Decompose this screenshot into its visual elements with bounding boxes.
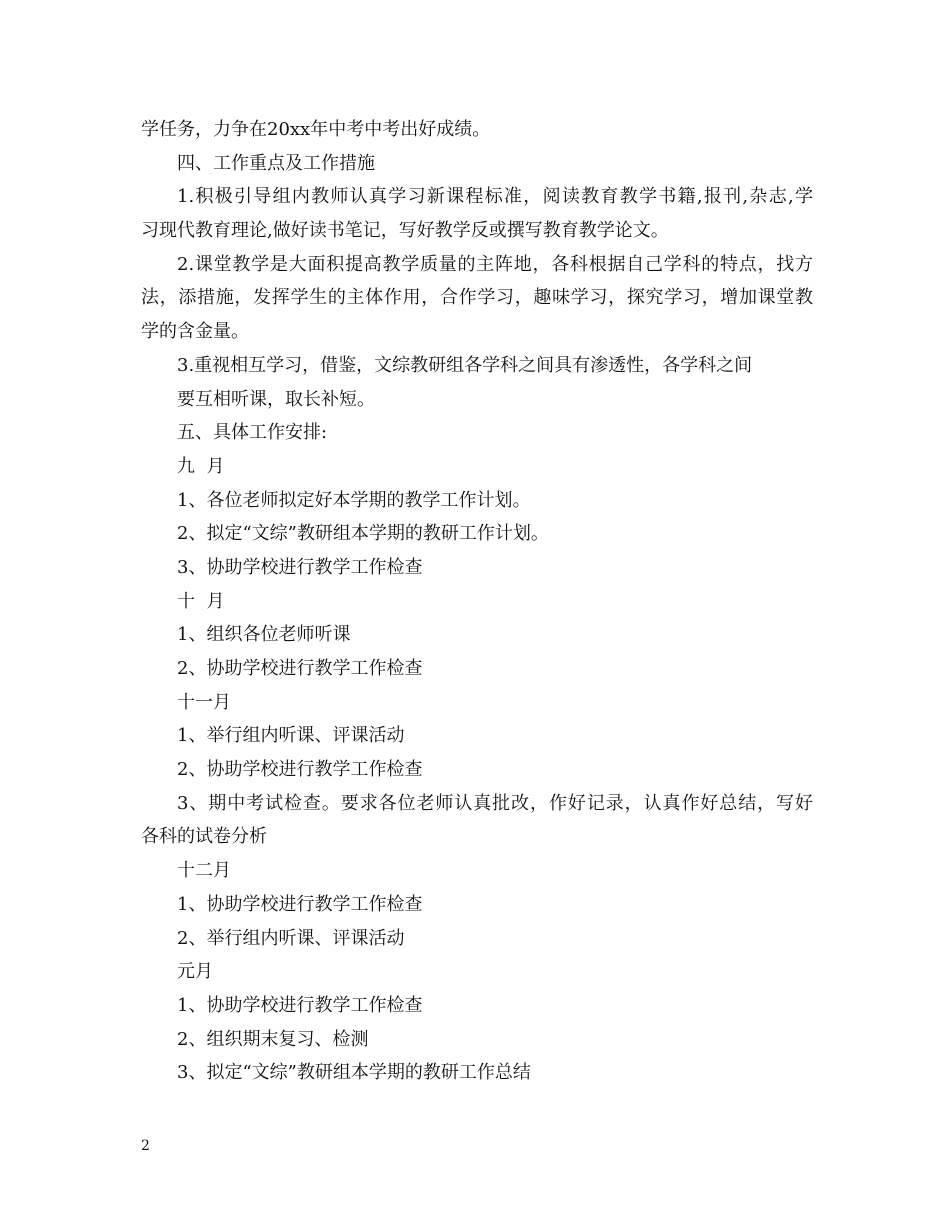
list-item: 3、期中考试检查。要求各位老师认真批改，作好记录，认真作好总结，写好	[177, 792, 813, 814]
section-heading: 四、工作重点及工作措施	[177, 152, 375, 174]
list-item: 2、协助学校进行教学工作检查	[177, 658, 423, 679]
paragraph-line: 要互相听课，取长补短。	[177, 388, 375, 410]
list-item: 2、协助学校进行教学工作检查	[177, 759, 423, 781]
list-item: 2、组织期末复习、检测	[177, 1028, 369, 1050]
list-item-continuation: 各科的试卷分析	[141, 826, 267, 848]
section-heading: 五、具体工作安排:	[177, 422, 328, 444]
month-heading: 十一月	[177, 691, 231, 713]
paragraph-line: 学的含金量。	[141, 321, 249, 343]
list-item: 1、组织各位老师听课	[177, 624, 351, 646]
list-item: 1、协助学校进行教学工作检查	[177, 893, 423, 915]
paragraph-line: 学任务，力争在20xx年中考中考出好成绩。	[141, 119, 491, 140]
list-item: 3、拟定“文综”教研组本学期的教研工作总结	[177, 1062, 531, 1084]
paragraph-line: 1.积极引导组内教师认真学习新课程标准，阅读教育教学书籍,报刊,杂志,学	[177, 186, 813, 208]
month-heading: 元月	[177, 961, 213, 983]
list-item: 1、协助学校进行教学工作检查	[177, 994, 423, 1016]
paragraph-line: 法，添措施，发挥学生的主体作用，合作学习，趣味学习，探究学习，增加课堂教	[141, 287, 813, 309]
list-item: 1、各位老师拟定好本学期的教学工作计划。	[177, 489, 531, 511]
month-heading: 九 月	[177, 455, 225, 477]
list-item: 2、举行组内听课、评课活动	[177, 927, 405, 949]
month-heading: 十 月	[177, 590, 225, 612]
list-item: 2、拟定“文综”教研组本学期的教研工作计划。	[177, 523, 549, 545]
page-number: 2	[141, 1138, 150, 1154]
month-heading: 十二月	[177, 860, 231, 882]
document-body	[141, 113, 813, 1090]
paragraph-line: 2.课堂教学是大面积提高教学质量的主阵地，各科根据自己学科的特点，找方	[177, 253, 813, 275]
paragraph-line: 3.重视相互学习，借鉴，文综教研组各学科之间具有渗透性，各学科之间	[177, 354, 753, 376]
paragraph-line: 习现代教育理论,做好读书笔记，写好教学反或撰写教育教学论文。	[141, 220, 669, 242]
list-item: 3、协助学校进行教学工作检查	[177, 556, 423, 578]
list-item: 1、举行组内听课、评课活动	[177, 725, 405, 747]
